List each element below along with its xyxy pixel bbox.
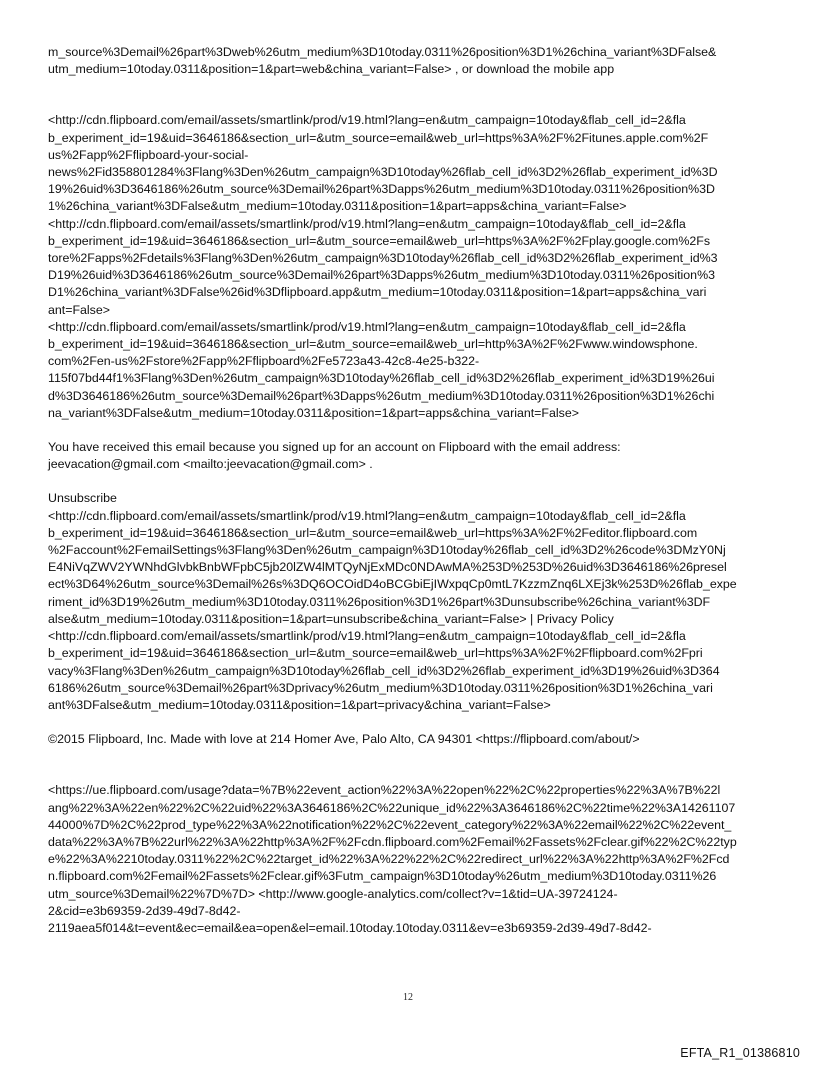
copyright-paragraph bbox=[48, 731, 772, 748]
text-line: b_experiment_id=19&uid=3646186&section_url=&utm_source=email&web_url=https%3A%2F%2Fitunes.apple.com%2F bbox=[48, 130, 709, 145]
text-line: D1%26china_variant%3DFalse%26id%3Dflipboard.app&utm_medium=10today.0311&position=1&part=apps&china_vari bbox=[48, 285, 707, 300]
text-line: E4NiVqZWV2YWNhdGlvbkBnbWFpbC5jb20lZW4lMTQyNjExMDc0NDAwMA%253D%253D%26uid%3D3646186%26presel bbox=[48, 560, 727, 575]
text-line: <http://cdn.flipboard.com/email/assets/smartlink/prod/v19.html?lang=en&utm_campaign=10today&flab_cell_id=2&fla bbox=[48, 113, 686, 128]
text-line: ant=False> bbox=[48, 302, 110, 317]
text-line: <http://cdn.flipboard.com/email/assets/smartlink/prod/v19.html?lang=en&utm_campaign=10today&flab_cell_id=2&fla bbox=[48, 508, 686, 523]
app-links-paragraph bbox=[48, 112, 772, 422]
text-line: 2119aea5f014&t=event&ec=email&ea=open&el=email.10today.10today.0311&ev=e3b69359-2d39-49d7-8d42- bbox=[48, 920, 652, 935]
text-line: ©2015 Flipboard, Inc. Made with love at 214 Homer Ave, Palo Alto, CA 94301 <https://flipboard.com/about/> bbox=[48, 732, 640, 747]
text-line: You have received this email because you signed up for an account on Flipboard with the email address: bbox=[48, 440, 621, 455]
bates-stamp: EFTA_R1_01386810 bbox=[680, 1046, 800, 1060]
received-notice-paragraph bbox=[48, 439, 772, 473]
text-line: b_experiment_id=19&uid=3646186&section_url=&utm_source=email&web_url=http%3A%2F%2Fwww.windowsphone. bbox=[48, 337, 698, 352]
text-line: m_source%3Demail%26part%3Dweb%26utm_medium%3D10today.0311%26position%3D1%26china_variant%3DFalse& bbox=[48, 45, 717, 59]
spacer bbox=[48, 422, 772, 439]
text-line: <http://cdn.flipboard.com/email/assets/smartlink/prod/v19.html?lang=en&utm_campaign=10today&flab_cell_id=2&fla bbox=[48, 216, 686, 231]
web-link-paragraph bbox=[48, 44, 772, 78]
spacer bbox=[48, 78, 772, 112]
text-line: 6186%26utm_source%3Demail%26part%3Dprivacy%26utm_medium%3D10today.0311%26position%3D1%26china_vari bbox=[48, 680, 713, 695]
text-line: 19%26uid%3D3646186%26utm_source%3Demail%26part%3Dapps%26utm_medium%3D10today.0311%26position%3D bbox=[48, 182, 715, 197]
text-line: tore%2Fapps%2Fdetails%3Flang%3Den%26utm_campaign%3D10today%26flab_cell_id%3D2%26flab_experiment_id%3 bbox=[48, 251, 718, 266]
page-number: 12 bbox=[403, 992, 413, 1003]
text-line: ant%3DFalse&utm_medium=10today.0311&position=1&part=privacy&china_variant=False> bbox=[48, 697, 551, 712]
tracking-links-paragraph bbox=[48, 782, 772, 937]
text-line: riment_id%3D19%26utm_medium%3D10today.0311%26position%3D1%26part%3Dunsubscribe%26china_variant%3DF bbox=[48, 594, 711, 609]
text-line: alse&utm_medium=10today.0311&position=1&part=unsubscribe&china_variant=False> | Privacy Policy bbox=[48, 611, 614, 626]
text-line: utm_source%3Demail%22%7D%7D> <http://www.google-analytics.com/collect?v=1&tid=UA-39724124- bbox=[48, 886, 618, 901]
text-line: jeevacation@gmail.com <mailto:jeevacation@gmail.com> . bbox=[48, 457, 373, 472]
text-line: na_variant%3DFalse&utm_medium=10today.0311&position=1&part=apps&china_variant=False> bbox=[48, 405, 579, 420]
text-line: ect%3D64%26utm_source%3Demail%26s%3DQ6OCOidD4oBCGbiEjIWxpqCp0mtL7KzzmZnq6LXEj3k%253D%26flab_expe bbox=[48, 577, 737, 592]
text-line: Unsubscribe bbox=[48, 491, 117, 506]
text-line: 115f07bd44f1%3Flang%3Den%26utm_campaign%3D10today%26flab_cell_id%3D2%26flab_experiment_id%3D19%26ui bbox=[48, 371, 715, 386]
text-line: D19%26uid%3D3646186%26utm_source%3Demail%26part%3Dapps%26utm_medium%3D10today.0311%26position%3 bbox=[48, 268, 715, 283]
text-line: b_experiment_id=19&uid=3646186&section_url=&utm_source=email&web_url=https%3A%2F%2Fplay.google.com%2Fs bbox=[48, 233, 711, 248]
text-line: 1%26china_variant%3DFalse&utm_medium=10today.0311&position=1&part=apps&china_variant=False> bbox=[48, 199, 627, 214]
spacer bbox=[48, 473, 772, 490]
text-line: us%2Fapp%2Fflipboard-your-social- bbox=[48, 147, 249, 162]
spacer bbox=[48, 748, 772, 782]
text-line: b_experiment_id=19&uid=3646186&section_url=&utm_source=email&web_url=https%3A%2F%2Feditor.flipboard.com bbox=[48, 525, 698, 540]
text-line: data%22%3A%7B%22url%22%3A%22http%3A%2F%2Fcdn.flipboard.com%2Femail%2Fassets%2Fclear.gif%22%2C%22typ bbox=[48, 834, 737, 849]
text-line: <http://cdn.flipboard.com/email/assets/smartlink/prod/v19.html?lang=en&utm_campaign=10today&flab_cell_id=2&fla bbox=[48, 629, 686, 644]
text-line: <https://ue.flipboard.com/usage?data=%7B%22event_action%22%3A%22open%22%2C%22properties%22%3A%7B%22l bbox=[48, 783, 721, 798]
text-line: e%22%3A%2210today.0311%22%2C%22target_id%22%3A%22%22%2C%22redirect_url%22%3A%22http%3A%2F%2Fcd bbox=[48, 852, 730, 867]
text-line: %2Faccount%2FemailSettings%3Flang%3Den%26utm_campaign%3D10today%26flab_cell_id%3D2%26code%3DMzY0Nj bbox=[48, 543, 726, 558]
text-line: b_experiment_id=19&uid=3646186&section_url=&utm_source=email&web_url=https%3A%2F%2Fflipboard.com%2Fpri bbox=[48, 646, 703, 661]
text-line: vacy%3Flang%3Den%26utm_campaign%3D10today%26flab_cell_id%3D2%26flab_experiment_id%3D19%26uid%3D364 bbox=[48, 663, 720, 678]
text-line: utm_medium=10today.0311&position=1&part=web&china_variant=False> , or download the mobile app bbox=[48, 62, 615, 77]
text-line: n.flipboard.com%2Femail%2Fassets%2Fclear.gif%3Futm_campaign%3D10today%26utm_medium%3D10today.0311%26 bbox=[48, 869, 717, 884]
text-line: 44000%7D%2C%22prod_type%22%3A%22notification%22%2C%22event_category%22%3A%22email%22%2C%22event_ bbox=[48, 817, 732, 832]
unsubscribe-privacy-paragraph bbox=[48, 490, 772, 714]
text-line: news%2Fid358801284%3Flang%3Den%26utm_campaign%3D10today%26flab_cell_id%3D2%26flab_experiment_id%3D bbox=[48, 165, 718, 180]
text-line: com%2Fen-us%2Fstore%2Fapp%2Fflipboard%2Fe5723a43-42c8-4e25-b322- bbox=[48, 354, 480, 369]
text-line: d%3D3646186%26utm_source%3Demail%26part%3Dapps%26utm_medium%3D10today.0311%26position%3D1%26chi bbox=[48, 388, 715, 403]
email-body bbox=[48, 44, 772, 937]
text-line: 2&cid=e3b69359-2d39-49d7-8d42- bbox=[48, 903, 241, 918]
text-line: <http://cdn.flipboard.com/email/assets/smartlink/prod/v19.html?lang=en&utm_campaign=10today&flab_cell_id=2&fla bbox=[48, 319, 686, 334]
spacer bbox=[48, 714, 772, 731]
text-line: ang%22%3A%22en%22%2C%22uid%22%3A3646186%2C%22unique_id%22%3A3646186%2C%22time%22%3A14261107 bbox=[48, 800, 736, 815]
